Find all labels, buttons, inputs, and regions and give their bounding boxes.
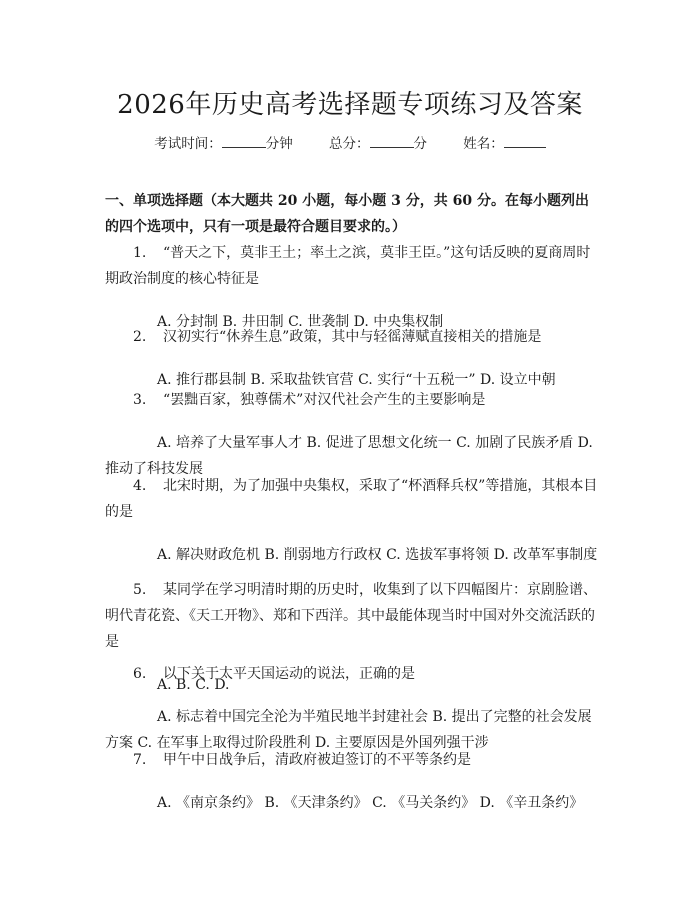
question-number: 1. bbox=[133, 245, 147, 261]
question-7 bbox=[105, 747, 600, 816]
question-text: “罢黜百家，独尊儒术”对汉代社会产生的主要影响是 bbox=[163, 392, 486, 408]
score-unit: 分 bbox=[413, 136, 427, 152]
question-text: 某同学在学习明清时期的历史时，收集到了以下四幅图片：京剧脸谱、明代青花瓷、《天工开物》、郑和下西洋。其中最能体现当时中国对外交流活跃的是 bbox=[105, 582, 597, 650]
score-blank bbox=[370, 135, 414, 148]
question-text: 甲午中日战争后，清政府被迫签订的不平等条约是 bbox=[163, 752, 471, 768]
time-unit: 分钟 bbox=[265, 136, 293, 152]
name-label: 姓名： bbox=[463, 136, 504, 152]
question-stem bbox=[105, 577, 600, 655]
name-blank bbox=[504, 135, 546, 148]
exam-time bbox=[154, 136, 293, 152]
question-options: A. 培养了大量军事人才 B. 促进了思想文化统一 C. 加剧了民族矛盾 D. 推动了科技发展 bbox=[105, 435, 593, 477]
question-1 bbox=[105, 240, 600, 335]
question-6 bbox=[105, 661, 600, 756]
question-number: 4. bbox=[133, 478, 147, 494]
question-options: A. 推行郡县制 B. 采取盐铁官营 C. 实行“十五税一” D. 设立中朝 bbox=[157, 372, 556, 388]
question-options: A. 标志着中国完全沦为半殖民地半封建社会 B. 提出了完整的社会发展方案 C. 在军事上取得过阶段胜利 D. 主要原因是外国列强干涉 bbox=[105, 709, 592, 751]
question-2 bbox=[105, 324, 600, 393]
question-text: 北宋时期，为了加强中央集权，采取了“杯酒释兵权”等措施，其根本目的是 bbox=[105, 478, 598, 520]
question-stem bbox=[105, 747, 600, 773]
question-text: 汉初实行“休养生息”政策，其中与轻徭薄赋直接相关的措施是 bbox=[163, 329, 542, 345]
time-label: 考试时间： bbox=[154, 136, 222, 152]
section-heading: 一、单项选择题（本大题共 20 小题，每小题 3 分，共 60 分。在每小题列出的四个选项中，只有一项是最符合题目要求的。） bbox=[105, 193, 589, 235]
total-score bbox=[329, 136, 427, 152]
question-stem bbox=[105, 240, 600, 292]
question-3 bbox=[105, 387, 600, 482]
question-4 bbox=[105, 473, 600, 568]
question-number: 5. bbox=[133, 582, 147, 598]
question-number: 6. bbox=[133, 666, 147, 682]
score-label: 总分： bbox=[329, 136, 370, 152]
question-number: 3. bbox=[133, 392, 147, 408]
question-text: 以下关于太平天国运动的说法，正确的是 bbox=[163, 666, 415, 682]
question-stem bbox=[105, 324, 600, 350]
question-options: A. B. C. D. bbox=[157, 677, 230, 693]
exam-meta bbox=[0, 132, 700, 152]
time-blank bbox=[222, 135, 266, 148]
question-stem bbox=[105, 387, 600, 413]
question-stem bbox=[105, 473, 600, 525]
question-options: A. 分封制 B. 井田制 C. 世袭制 D. 中央集权制 bbox=[157, 314, 444, 330]
question-stem bbox=[105, 661, 600, 687]
question-text: “普天之下，莫非王土；率土之滨，莫非王臣。”这句话反映的夏商周时期政治制度的核心特征是 bbox=[105, 245, 591, 287]
student-name bbox=[463, 136, 546, 152]
question-number: 7. bbox=[133, 752, 147, 768]
question-options: A. 《南京条约》 B. 《天津条约》 C. 《马关条约》 D. 《辛丑条约》 bbox=[157, 795, 584, 811]
page-title: 2026年历史高考选择题专项练习及答案 bbox=[117, 90, 583, 120]
question-number: 2. bbox=[133, 329, 147, 345]
question-options: A. 解决财政危机 B. 削弱地方行政权 C. 选拔军事将领 D. 改革军事制度 bbox=[157, 547, 598, 563]
